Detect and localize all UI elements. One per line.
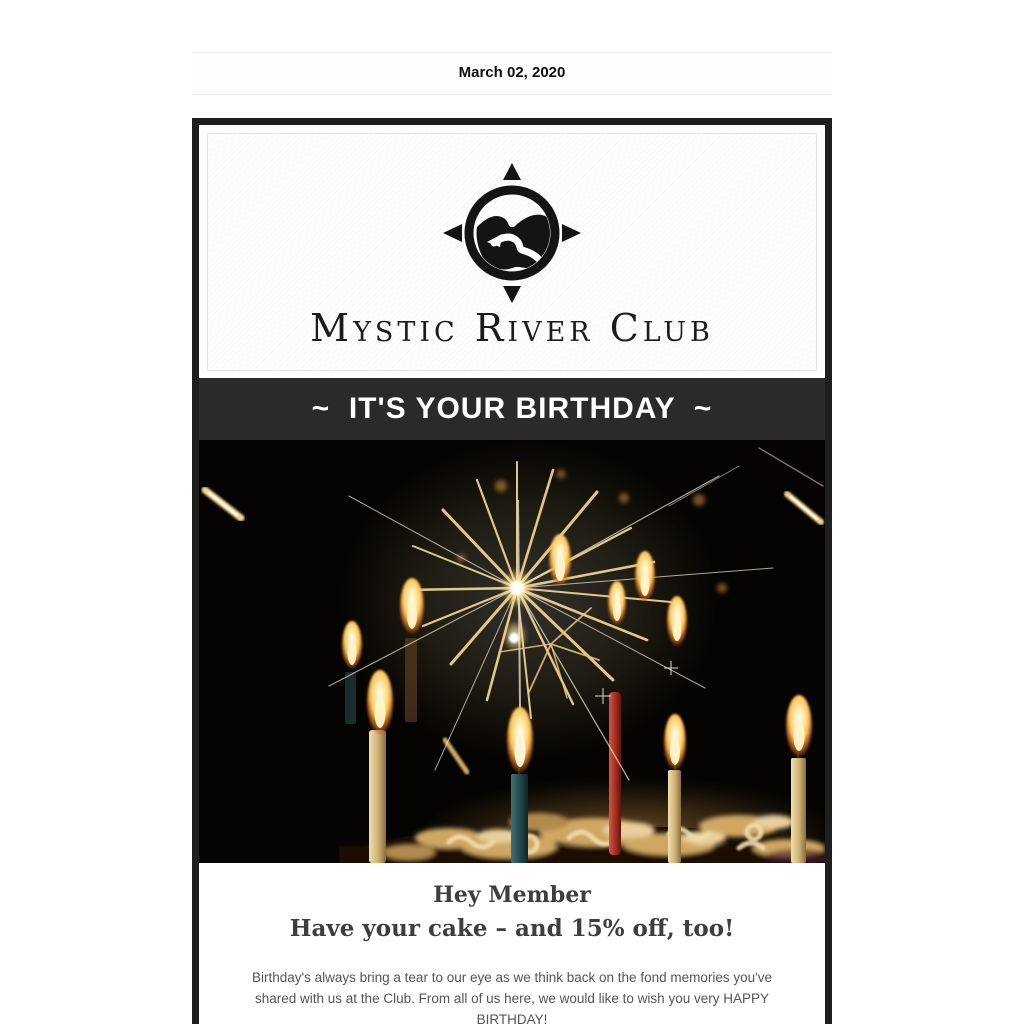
email-container: [192, 118, 832, 1024]
date-header: [192, 52, 832, 95]
date-text: March 02, 2020: [458, 64, 566, 81]
logo-box: [207, 133, 817, 371]
cake-sparkler-illustration: [199, 440, 825, 863]
birthday-cake-photo: [199, 440, 825, 863]
body-line: shared with us at the Club. From all of us here, we would like to wish you very HAPPY: [255, 991, 769, 1006]
body-line: Birthday's always bring a tear to our eye as we think back on the fond memories you've: [252, 970, 772, 985]
body-line: BIRTHDAY!: [476, 1012, 548, 1024]
message-section: [199, 863, 825, 1024]
compass-river-logo-icon: [437, 157, 587, 307]
body-copy: [221, 967, 803, 1024]
birthday-banner: ~ IT'S YOUR BIRTHDAY ~: [199, 378, 825, 440]
offer-headline: Have your cake – and 15% off, too!: [289, 915, 735, 942]
logo-section: [199, 125, 825, 378]
brand-wordmark: Mystic River Club: [310, 306, 714, 350]
greeting-heading: Hey Member: [433, 882, 591, 908]
